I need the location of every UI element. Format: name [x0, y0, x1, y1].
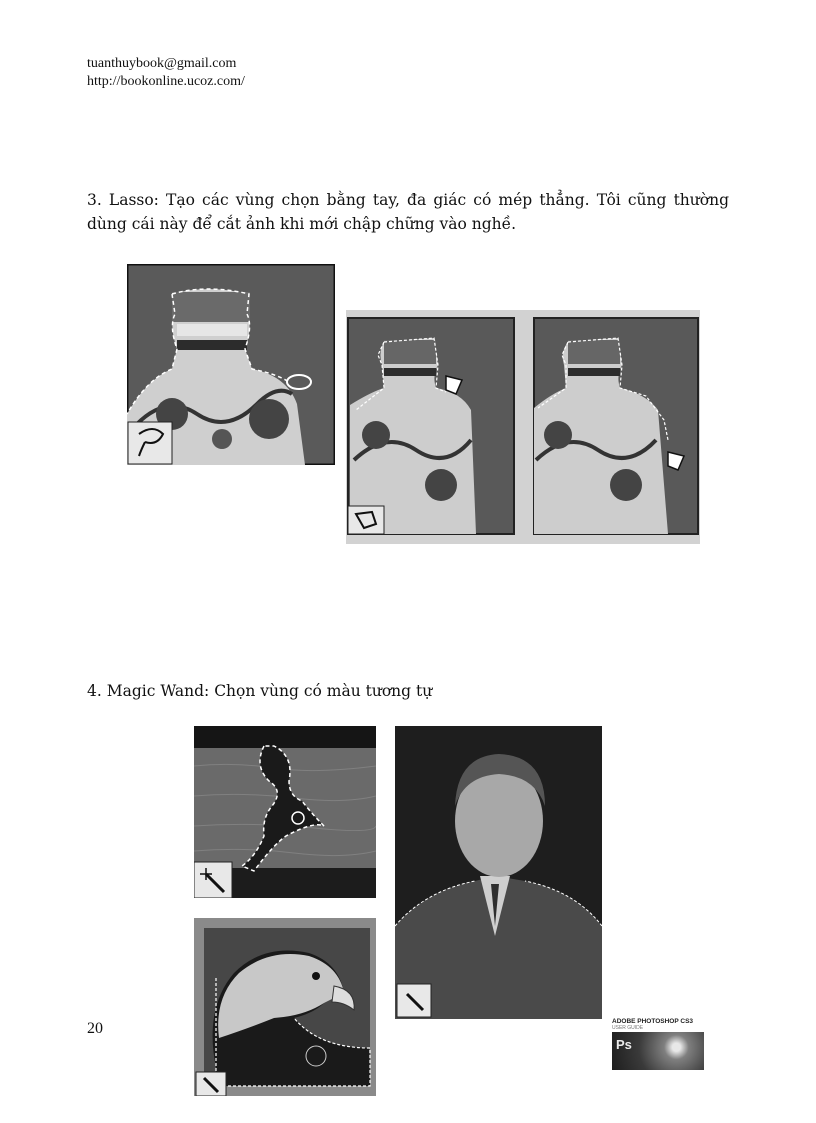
ps-logo-box — [612, 1032, 704, 1070]
lasso-paragraph: 3. Lasso: Tạo các vùng chọn bằng tay, đa giác có mép thẳng. Tôi cũng thường dùng cái này để cắt ảnh khi mới chập chững vào nghề. — [87, 191, 729, 233]
header-url: http://bookonline.ucoz.com/ — [87, 74, 245, 89]
header-email: tuanthuybook@gmail.com — [87, 56, 237, 71]
photoshop-logo — [612, 1018, 704, 1072]
page-number: 20 — [87, 1020, 103, 1037]
magic-wand-figure-portrait — [395, 726, 602, 1019]
lasso-figure-vase — [127, 264, 335, 465]
polygonal-lasso-figure — [346, 310, 700, 544]
ps-mark: Ps — [616, 1037, 632, 1052]
magic-wand-figure-pattern — [194, 726, 376, 898]
logo-subtitle: USER GUIDE — [612, 1025, 644, 1031]
logo-title: ADOBE PHOTOSHOP CS3 — [612, 1018, 694, 1025]
magic-wand-figure-eagle — [194, 918, 376, 1096]
magic-wand-paragraph: 4. Magic Wand: Chọn vùng có màu tương tự — [87, 682, 433, 700]
